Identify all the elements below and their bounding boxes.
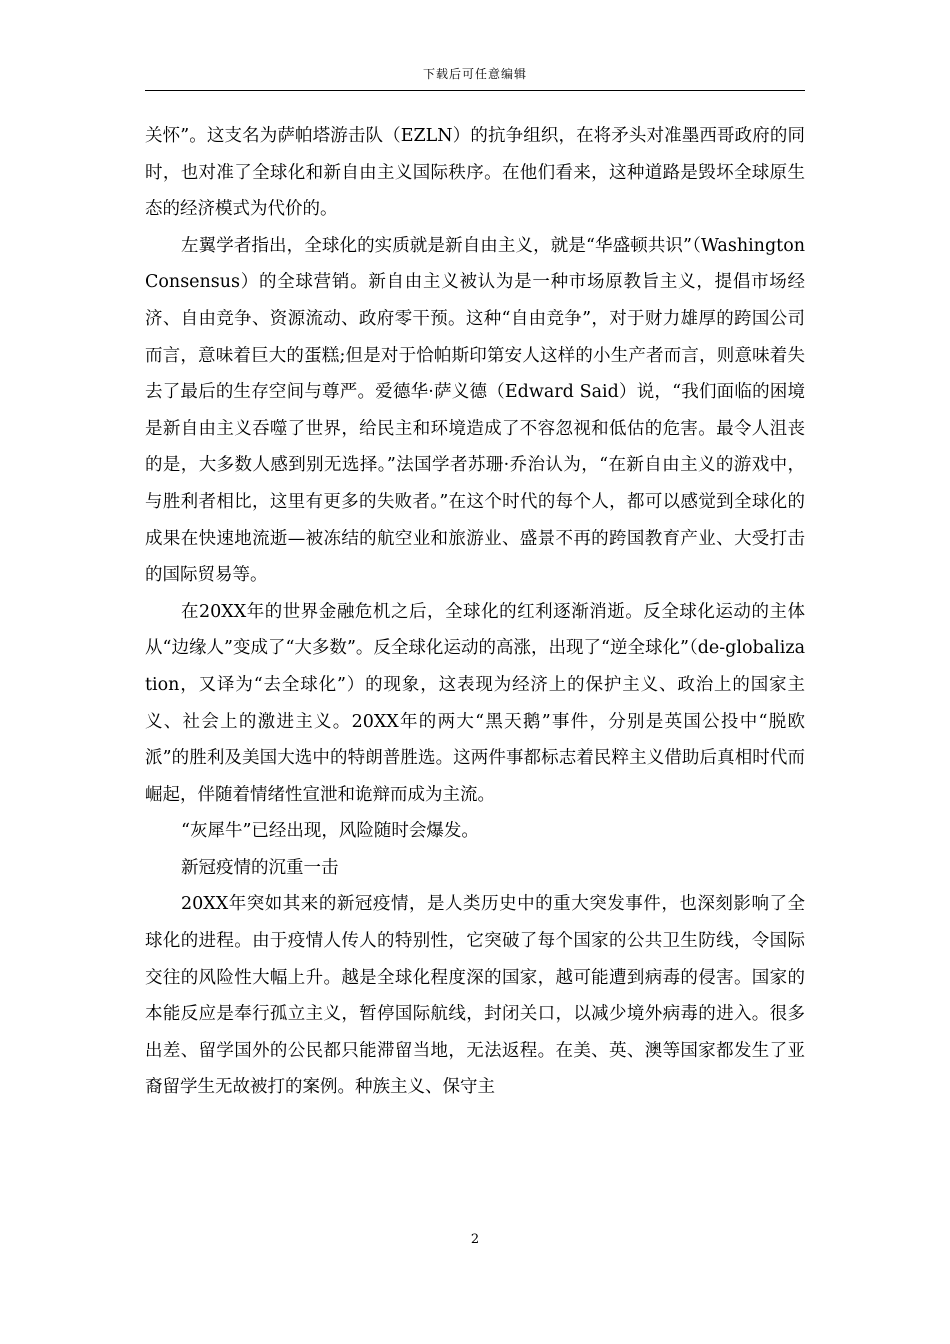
header-rule: [145, 90, 805, 91]
paragraph-4: “灰犀牛”已经出现，风险随时会爆发。: [181, 821, 479, 842]
paragraph-2: 左翼学者指出，全球化的实质就是新自由主义，就是“华盛顿共识”（Washington Consensus）的全球营销。新自由主义被认为是一种市场原教旨主义，提倡市场经济、自由竞争、资源流动、政府零干预。这种“自由竞争”，对于财力雄厚的跨国公司而言，意味着巨大的蛋糕;但是对于恰帕斯印第安人这样的小生产者而言，则意味着失去了最后的生存空间与尊严。爱德华·萨义德（Edward Said）说，“我们面临的困境是新自由主义吞噬了世界，给民主和环境造成了不容忽视和低估的危害。最令人沮丧的是，大多数人感到别无选择。”法国学者苏珊·乔治认为，“在新自由主义的游戏中，与胜利者相比，这里有更多的失败者。”在这个时代的每个人，都可以感觉到全球化的成果在快速地流逝—被冻结的航空业和旅游业、盛景不再的跨国教育产业、大受打击的国际贸易等。: [145, 235, 805, 586]
paragraph-3: 在20XX年的世界金融危机之后，全球化的红利逐渐消逝。反全球化运动的主体从“边缘人”变成了“大多数”。反全球化运动的高涨，出现了“逆全球化”（de-globalization，又译为“去全球化”）的现象，这表现为经济上的保护主义、政治上的国家主义、社会上的激进主义。20XX年的两大“黑天鹅”事件，分别是英国公投中“脱欧派”的胜利及美国大选中的特朗普胜选。这两件事都标志着民粹主义借助后真相时代而崛起，伴随着情绪性宣泄和诡辩而成为主流。: [145, 601, 805, 805]
page-header: 下载后可任意编辑: [422, 67, 527, 81]
paragraph-1: 关怀”。这支名为萨帕塔游击队（EZLN）的抗争组织，在将矛头对准墨西哥政府的同时，也对准了全球化和新自由主义国际秩序。在他们看来，这种道路是毁坏全球原生态的经济模式为代价的。: [145, 126, 805, 220]
section-heading: 新冠疫情的沉重一击: [181, 857, 339, 878]
page-number: 2: [470, 1232, 480, 1247]
document-body: [145, 118, 805, 1106]
paragraph-5: 20XX年突如其来的新冠疫情，是人类历史中的重大突发事件，也深刻影响了全球化的进程。由于疫情人传人的特别性，它突破了每个国家的公共卫生防线，令国际交往的风险性大幅上升。越是全球化程度深的国家，越可能遭到病毒的侵害。国家的本能反应是奉行孤立主义，暂停国际航线，封闭关口，以减少境外病毒的进入。很多出差、留学国外的公民都只能滞留当地，无法返程。在美、英、澳等国家都发生了亚裔留学生无故被打的案例。种族主义、保守主: [145, 894, 805, 1098]
